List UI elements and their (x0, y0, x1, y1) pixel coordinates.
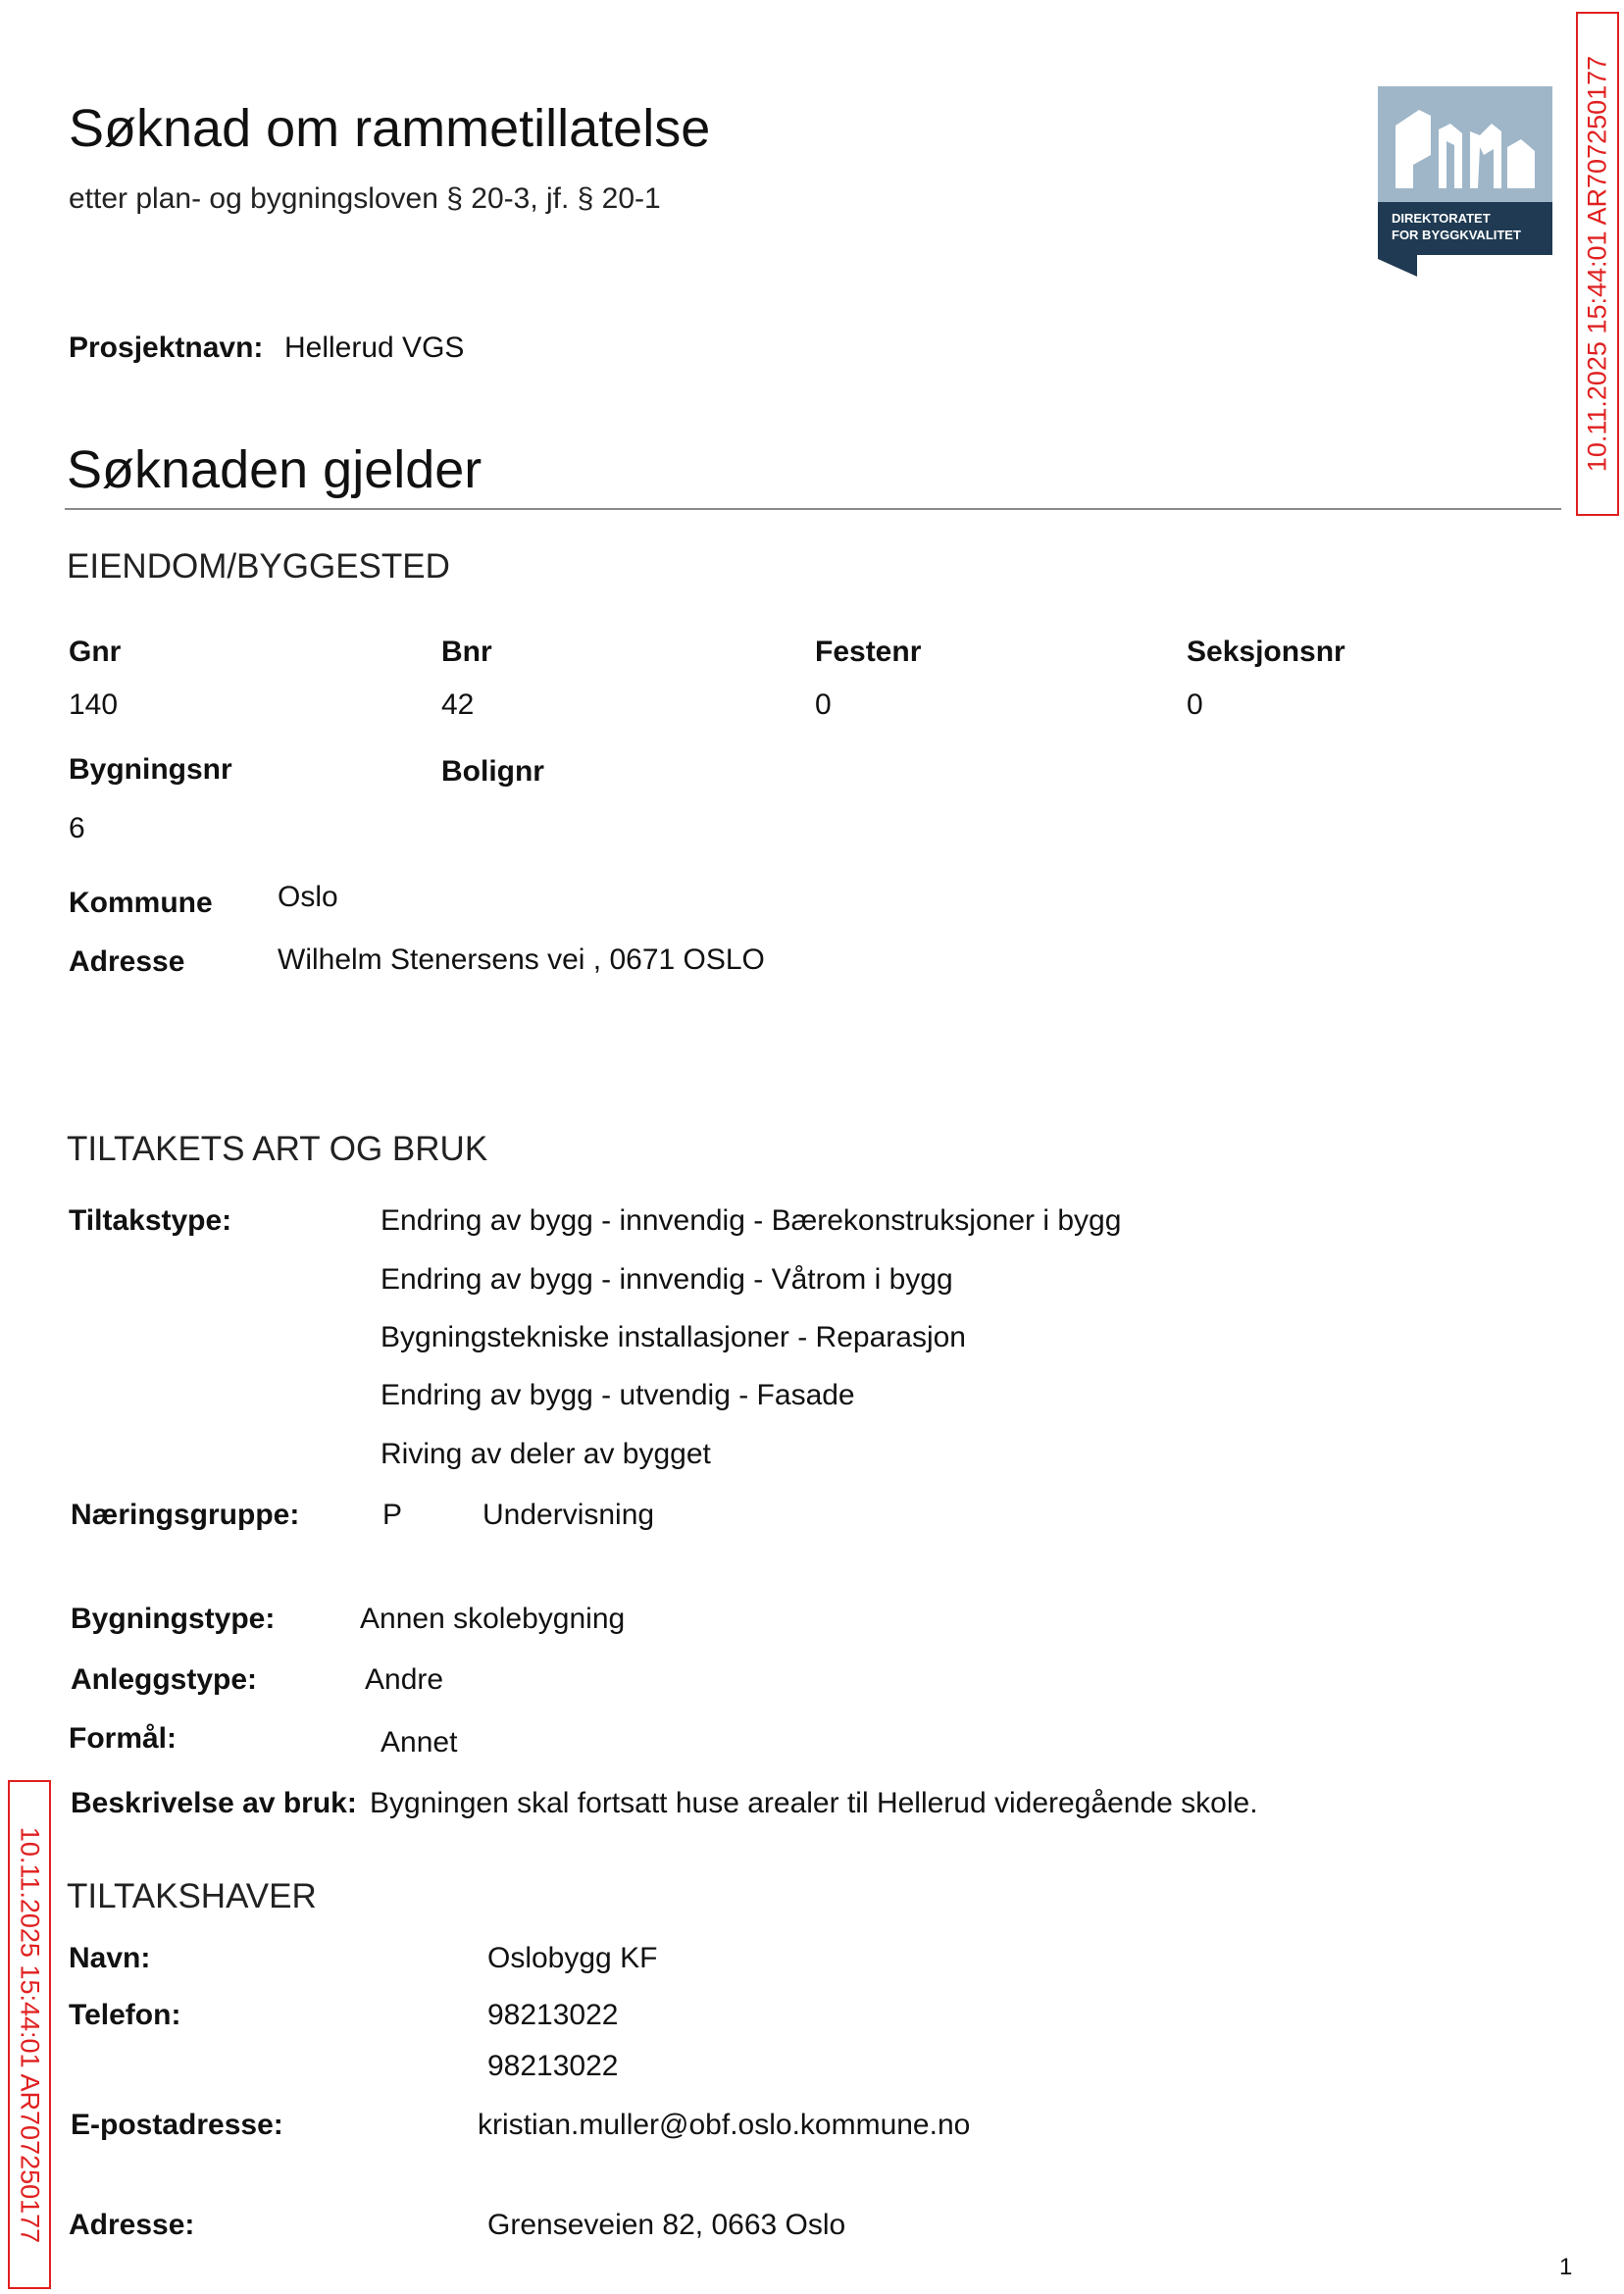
document-subtitle: etter plan- og bygningsloven § 20-3, jf. § 20-1 (69, 182, 661, 215)
applicant-email-value: kristian.muller@obf.oslo.kommune.no (478, 2109, 971, 2141)
bolignr-label: Bolignr (441, 755, 544, 788)
tiltakstype-label: Tiltakstype: (69, 1204, 232, 1237)
applicant-phone-value: 98213022 (487, 1999, 619, 2031)
applicant-email-label: E-postadresse: (71, 2109, 283, 2141)
tiltakstype-item: Riving av deler av bygget (381, 1438, 711, 1470)
tiltakstype-item: Endring av bygg - innvendig - Våtrom i bygg (381, 1263, 953, 1296)
festenr-label: Festenr (815, 636, 922, 668)
applicant-name-value: Oslobygg KF (487, 1942, 658, 1974)
formal-value: Annet (381, 1726, 458, 1759)
document-title: Søknad om rammetillatelse (69, 99, 711, 158)
property-heading: EIENDOM/BYGGESTED (67, 547, 450, 586)
beskrivelse-label: Beskrivelse av bruk: (71, 1787, 357, 1819)
bygningstype-value: Annen skolebygning (360, 1603, 626, 1635)
timestamp-stamp (1576, 12, 1619, 516)
anleggstype-label: Anleggstype: (71, 1663, 258, 1696)
applicant-phone-label: Telefon: (69, 1999, 181, 2031)
applicant-heading: TILTAKSHAVER (67, 1877, 317, 1915)
formal-label: Formål: (69, 1722, 178, 1755)
naeringsgruppe-name: Undervisning (482, 1499, 655, 1531)
gnr-label: Gnr (69, 636, 122, 668)
naeringsgruppe-code: P (382, 1499, 403, 1531)
timestamp-stamp (8, 1780, 51, 2289)
logo-text-line1: DIREKTORATET (1392, 211, 1491, 226)
kommune-value: Oslo (278, 881, 338, 913)
applicant-address-value: Grenseveien 82, 0663 Oslo (487, 2209, 846, 2241)
naeringsgruppe-label: Næringsgruppe: (71, 1499, 300, 1531)
section-title: Søknaden gjelder (67, 440, 482, 499)
page-number: 1 (1559, 2254, 1573, 2280)
adresse-label: Adresse (69, 945, 185, 978)
adresse-value: Wilhelm Stenersens vei , 0671 OSLO (278, 943, 765, 976)
bygningsnr-label: Bygningsnr (69, 753, 232, 786)
logo-text-line2: FOR BYGGKVALITET (1392, 228, 1521, 242)
seksjonsnr-label: Seksjonsnr (1187, 636, 1345, 668)
festenr-value: 0 (815, 688, 832, 721)
applicant-address-label: Adresse: (69, 2209, 195, 2241)
measure-heading: TILTAKETS ART OG BRUK (67, 1130, 488, 1168)
bygningstype-label: Bygningstype: (71, 1603, 276, 1635)
tiltakstype-item: Endring av bygg - utvendig - Fasade (381, 1379, 855, 1411)
dibk-logo (1378, 86, 1552, 277)
applicant-name-label: Navn: (69, 1942, 151, 1974)
project-name-label: Prosjektnavn: (69, 331, 264, 364)
timestamp-stamp-text: 10.11.2025 15:44:01 AR707250177 (15, 1826, 45, 2243)
applicant-phone-value-2: 98213022 (487, 2050, 619, 2082)
project-name-value: Hellerud VGS (284, 331, 465, 364)
tiltakstype-item: Bygningstekniske installasjoner - Reparasjon (381, 1321, 966, 1353)
bnr-value: 42 (441, 688, 475, 721)
bnr-label: Bnr (441, 636, 492, 668)
seksjonsnr-value: 0 (1187, 688, 1203, 721)
anleggstype-value: Andre (365, 1663, 444, 1696)
bygningsnr-value: 6 (69, 812, 85, 844)
kommune-label: Kommune (69, 887, 213, 919)
timestamp-stamp-text: 10.11.2025 15:44:01 AR707250177 (1582, 55, 1612, 473)
gnr-value: 140 (69, 688, 119, 721)
beskrivelse-value: Bygningen skal fortsatt huse arealer til Hellerud videregående skole. (370, 1787, 1258, 1819)
tiltakstype-item: Endring av bygg - innvendig - Bærekonstruksjoner i bygg (381, 1204, 1122, 1237)
section-divider (65, 508, 1561, 510)
